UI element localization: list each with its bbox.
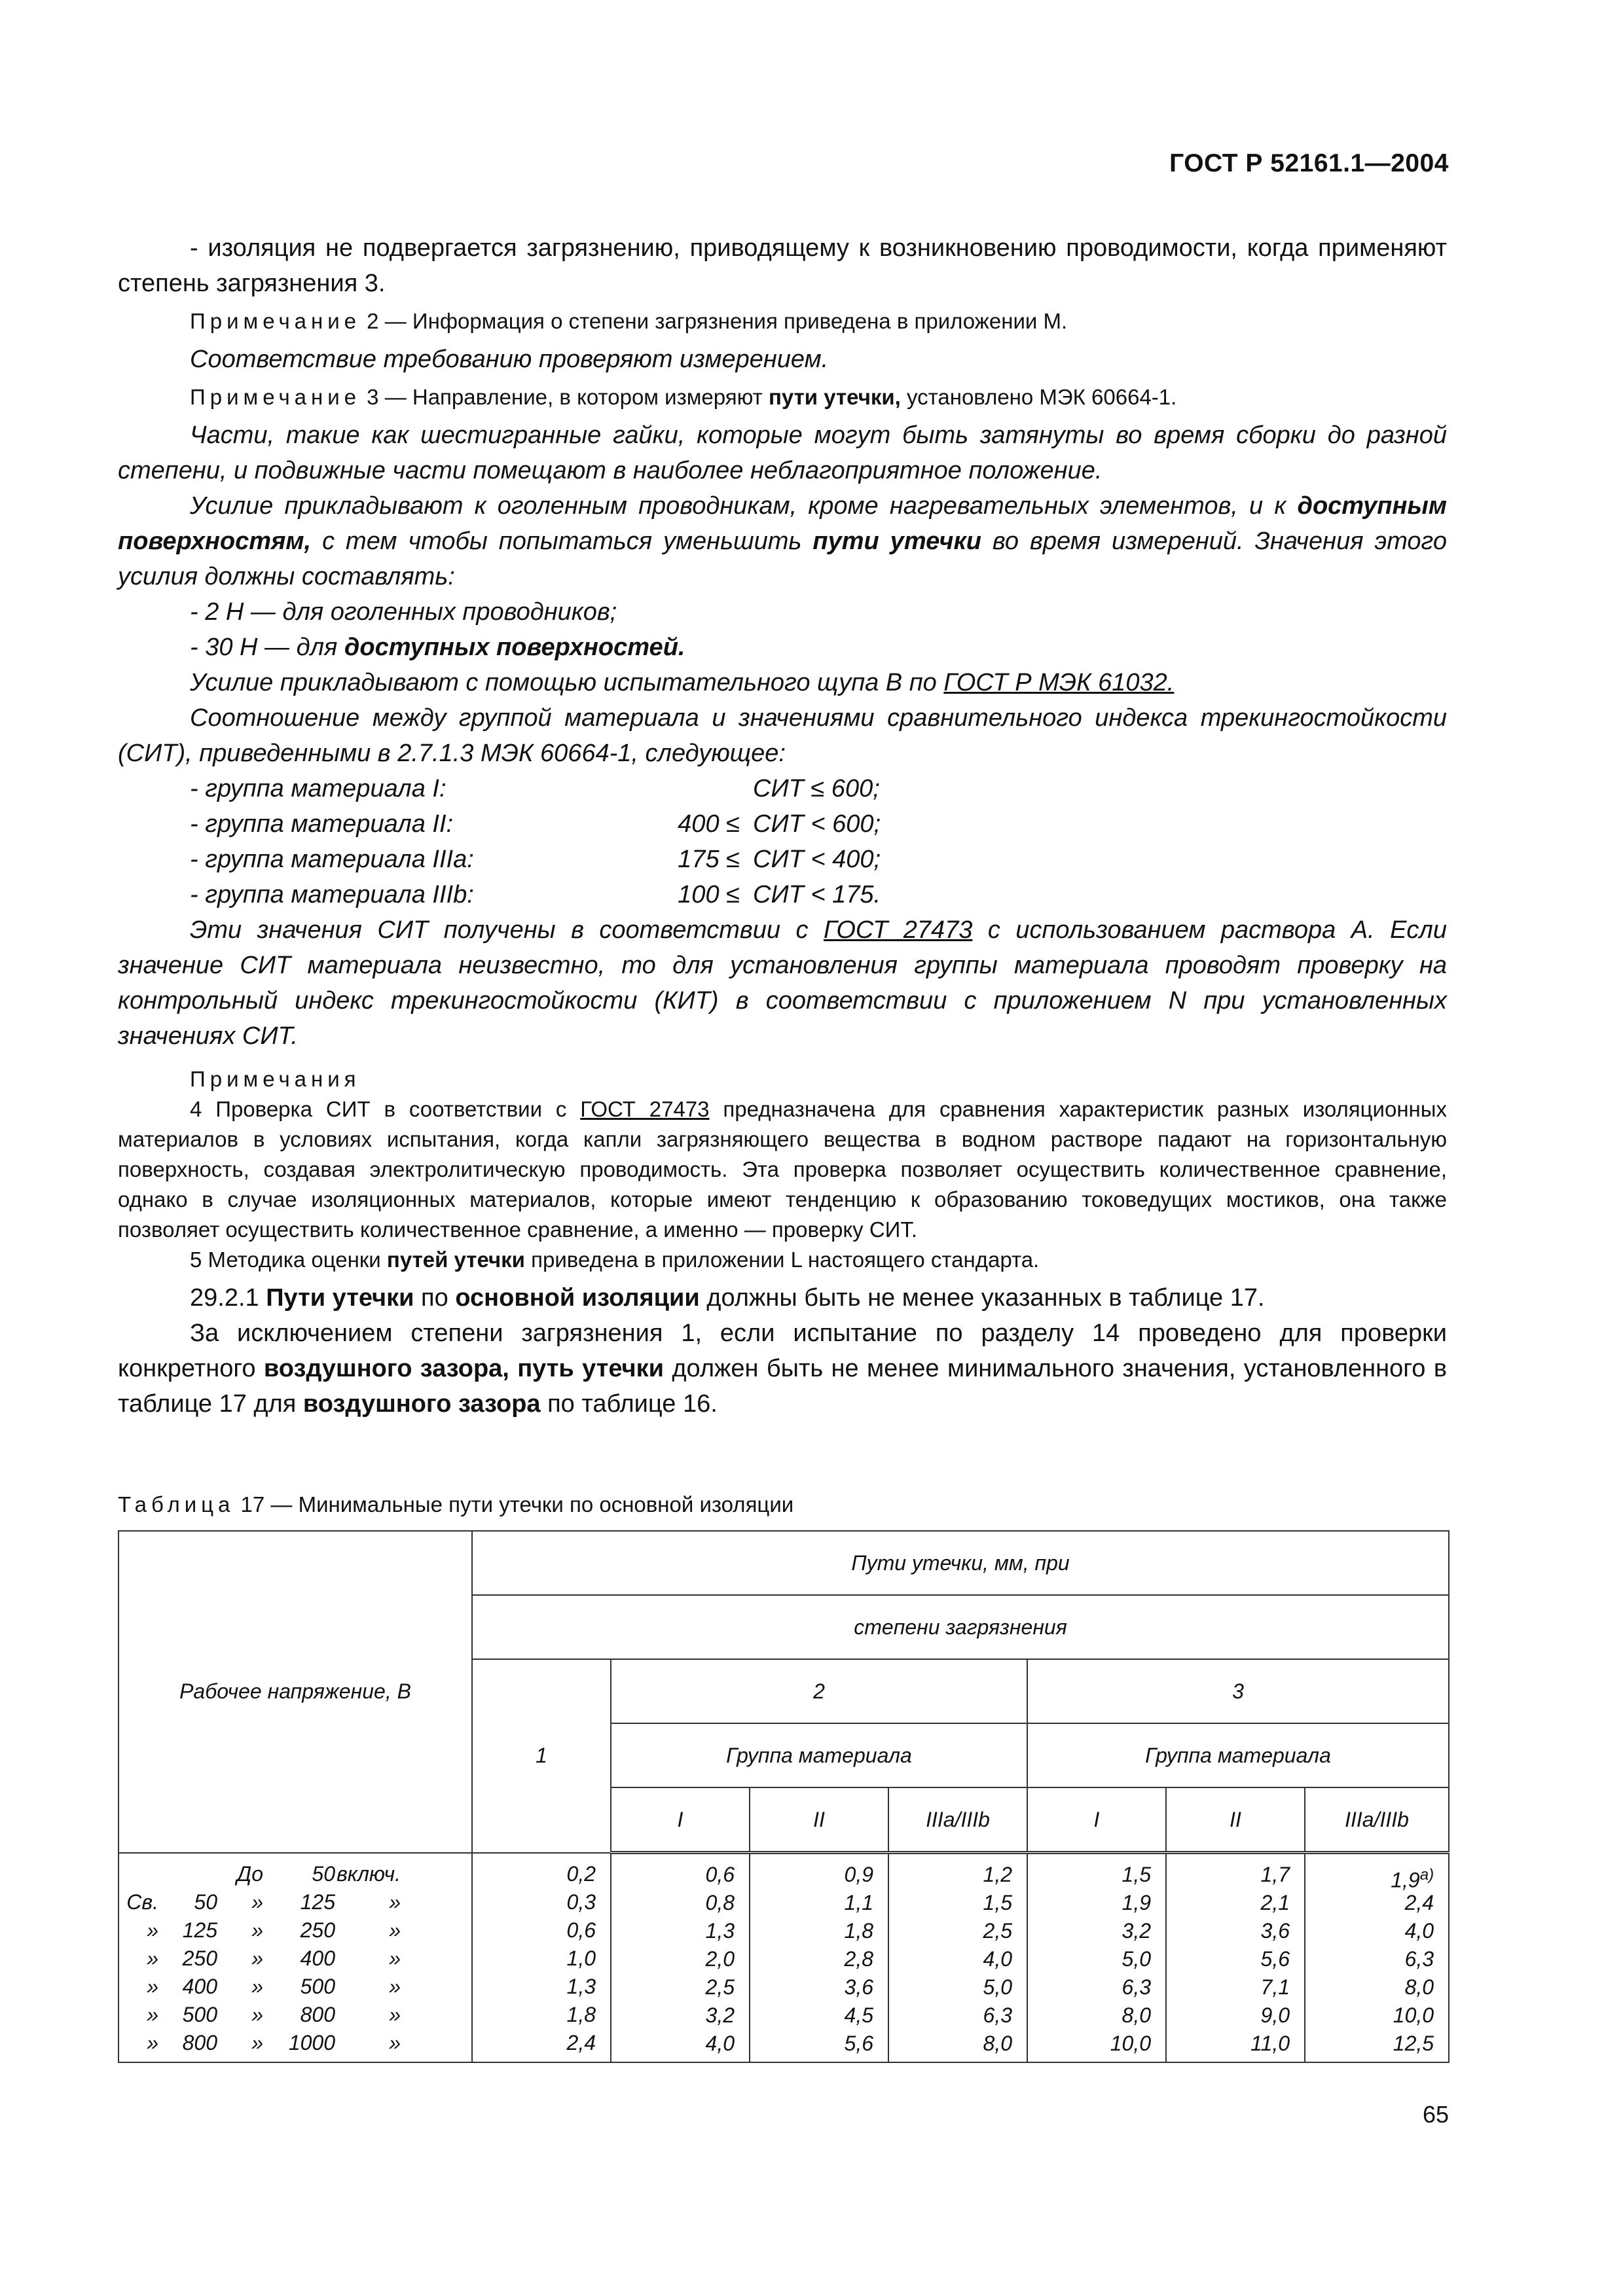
voltage-row: » 400 » 500 » <box>147 1974 401 1998</box>
voltage-row: » 125 » 250 » <box>147 1918 401 1942</box>
voltage-row: » 800 » 1000 » <box>147 2030 401 2054</box>
header-group-II-deg3: II <box>1166 1787 1305 1853</box>
paragraph-probe: Усилие прикладывают с помощью испытательного щупа B по ГОСТ Р МЭК 61032. <box>190 669 1175 696</box>
table-body-row <box>119 1853 1449 2062</box>
main-text <box>118 230 1447 1422</box>
note-2: Примечание 2 — Информация о степени загрязнения приведена в приложении М. <box>190 309 1068 333</box>
check-statement: Соответствие требованию проверяют измерением. <box>190 346 829 373</box>
material-group-1: - группа материала I: СИТ ≤ 600; <box>190 775 880 802</box>
note-3: Примечание 3 — Направление, в котором измеряют пути утечки, установлено МЭК 60664-1. <box>190 385 1177 409</box>
header-group-III-deg2: IIIa/IIIb <box>888 1787 1027 1853</box>
voltage-column <box>119 1853 472 2062</box>
header-voltage: Рабочее напряжение, В <box>119 1531 472 1853</box>
column-deg2-group-III: 1,2 1,5 2,5 4,0 5,0 6,3 8,0 <box>888 1853 1027 2062</box>
force-item-2: - 30 Н — для доступных поверхностей. <box>190 634 685 661</box>
header-degree-1: 1 <box>472 1659 611 1853</box>
header-degree-3: 3 <box>1027 1659 1449 1723</box>
column-degree-1: 0,2 0,3 0,6 1,0 1,3 1,8 2,4 <box>472 1853 611 2062</box>
header-material-group-2: Группа материала <box>611 1723 1027 1787</box>
header-pollution-degree: степени загрязнения <box>472 1595 1449 1659</box>
header-group-II-deg2: II <box>750 1787 888 1853</box>
footnote-a-mark: а) <box>1419 1866 1434 1884</box>
paragraph-insulation: - изоляция не подвергается загрязнению, приводящему к возникновению проводимости, когда применяют степень загрязнения 3. <box>118 234 1447 297</box>
note-5: 5 Методика оценки путей утечки приведена в приложении L настоящего стандарта. <box>190 1247 1040 1272</box>
header-degree-2: 2 <box>611 1659 1027 1723</box>
gost-27473-note-link[interactable]: ГОСТ 27473 <box>580 1097 710 1121</box>
column-deg3-group-I: 1,5 1,9 3,2 5,0 6,3 8,0 10,0 <box>1027 1853 1166 2062</box>
paragraph-exception: За исключением степени загрязнения 1, если испытание по разделу 14 проведено для проверки конкретного воздушного зазора, путь утечки должен быть не менее минимального значения, установленного в таблице 17 для воздушного зазора по таблице 16. <box>118 1319 1448 1418</box>
notes-label: Примечания <box>190 1067 361 1091</box>
note-4: 4 Проверка СИТ в соответствии с ГОСТ 27473 предназначена для сравнения характеристик разных изоляционных материалов в условиях испытания, когда капли загрязняющего вещества в водном растворе падают на горизонтальную поверхность, создавая электролитическую проводимость. Эта проверка позволяет осуществить количественное сравнение, однако в случае изоляционных материалов, которые имеют тенденцию к образованию токоведущих мостиков, она также позволяет осуществить количественное сравнение, а именно — проверку СИТ. <box>118 1097 1447 1242</box>
page-number: 65 <box>1422 2101 1449 2128</box>
table-caption: Таблица 17 — Минимальные пути утечки по основной изоляции <box>118 1492 794 1516</box>
column-deg3-group-II: 1,7 2,1 3,6 5,6 7,1 9,0 11,0 <box>1166 1853 1305 2062</box>
notes-block <box>118 1064 1447 1275</box>
creepage-table <box>118 1530 1450 2063</box>
paragraph-cti-values: Эти значения СИТ получены в соответствии с ГОСТ 27473 с использованием раствора А. Если значение СИТ материала неизвестно, то для установления группы материала проводят проверку на контрольный индекс трекингостойкости (КИТ) в соответствии с приложением N при установленных значениях СИТ. <box>118 916 1447 1050</box>
voltage-row: Св. 50 » 125 » <box>126 1890 401 1914</box>
column-deg2-group-I: 0,6 0,8 1,3 2,0 2,5 3,2 4,0 <box>611 1853 750 2062</box>
header-material-group-3: Группа материала <box>1027 1723 1449 1787</box>
document-header: ГОСТ Р 52161.1—2004 <box>1169 149 1449 177</box>
column-deg3-group-III: $1,9^{а)}$ 2,4 4,0 6,3 8,0 10,0 12,5 <box>1305 1853 1449 2062</box>
gost-27473-link[interactable]: ГОСТ 27473 <box>823 916 973 944</box>
force-item-1: - 2 Н — для оголенных проводников; <box>190 598 617 626</box>
paragraph-parts: Части, такие как шестигранные гайки, которые могут быть затянуты во время сборки до разной степени, и подвижные части помещают в наиболее неблагоприятное положение. <box>118 422 1447 484</box>
voltage-row: » 500 » 800 » <box>147 2002 401 2026</box>
material-group-3b: - группа материала IIIb: 100 ≤ СИТ < 175. <box>190 881 881 908</box>
header-group-I-deg2: I <box>611 1787 750 1853</box>
material-group-2: - группа материала II: 400 ≤ СИТ < 600; <box>190 810 881 838</box>
column-deg2-group-II: 0,9 1,1 1,8 2,8 3,6 4,5 5,6 <box>750 1853 888 2062</box>
voltage-row: До 50 включ. <box>236 1861 401 1886</box>
header-group-I-deg3: I <box>1027 1787 1166 1853</box>
material-group-3a: - группа материала IIIa: 175 ≤ СИТ < 400; <box>190 846 881 873</box>
voltage-row: » 250 » 400 » <box>147 1946 401 1970</box>
italic-requirements <box>118 418 1447 1054</box>
paragraph-cti-intro: Соотношение между группой материала и значениями сравнительного индекса трекингостойкости (СИТ), приведенными в 2.7.1.3 МЭК 60664-1, следующее: <box>118 704 1447 767</box>
header-group-III-deg3: IIIa/IIIb <box>1305 1787 1449 1853</box>
clause-29-2-1: 29.2.1 Пути утечки по основной изоляции должны быть не менее указанных в таблице 17. <box>190 1284 1265 1312</box>
gost-61032-link[interactable]: ГОСТ Р МЭК 61032. <box>943 669 1175 696</box>
header-creepage-paths: Пути утечки, мм, при <box>472 1531 1449 1595</box>
paragraph-force: Усилие прикладывают к оголенным проводникам, кроме нагревательных элементов, и к доступным поверхностям, с тем чтобы попытаться уменьшить пути утечки во время измерений. Значения этого усилия должны составлять: <box>118 492 1447 590</box>
